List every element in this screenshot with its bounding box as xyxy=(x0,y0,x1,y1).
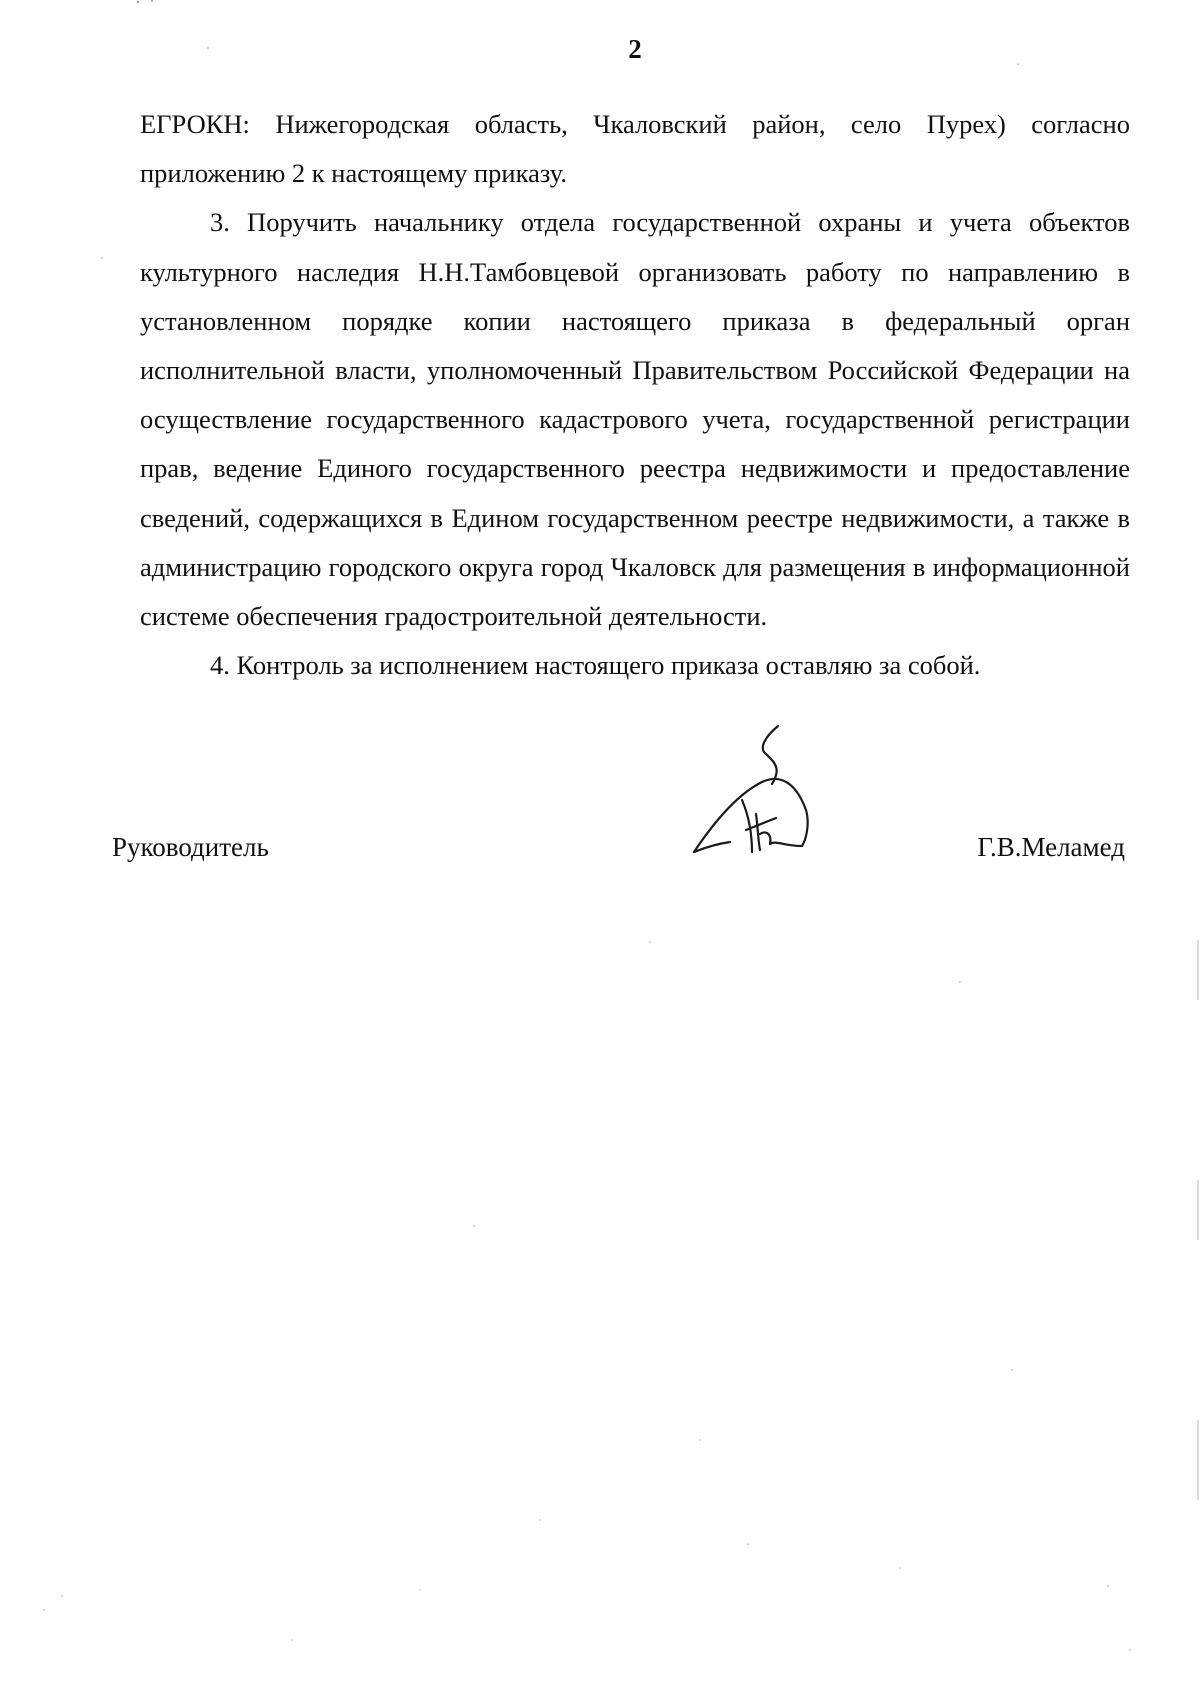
signer-title: Руководитель xyxy=(112,832,269,862)
document-body xyxy=(140,100,1130,690)
paragraph-continuation: ЕГРОКН: Нижегородская область, Чкаловский район, село Пурех) согласно приложению 2 к настоящему приказу. xyxy=(140,109,1130,189)
page-number: 2 xyxy=(628,34,642,64)
paragraph-item-4: 4. Контроль за исполнением настоящего приказа оставляю за собой. xyxy=(210,650,981,681)
signer-name: Г.В.Меламед xyxy=(977,832,1125,862)
signature-block xyxy=(0,832,1200,912)
handwritten-signature xyxy=(686,722,826,882)
paragraph-item-3: 3. Поручить начальнику отдела государственной охраны и учета объектов культурного наследия Н.Н.Тамбовцевой организовать работу по направлению в установленном порядке копии настоящего приказа в федеральный орган исполнительной власти, уполномоченный Правительством Российской Федерации на осуществление государственного кадастрового учета, государственной регистрации прав, ведение Единого государственного реестра недвижимости и предоставление сведений, содержащихся в Едином государственном реестре недвижимости, а также в администрацию городского округа город Чкаловск для размещения в информационной системе обеспечения градостроительной деятельности. xyxy=(140,207,1130,632)
